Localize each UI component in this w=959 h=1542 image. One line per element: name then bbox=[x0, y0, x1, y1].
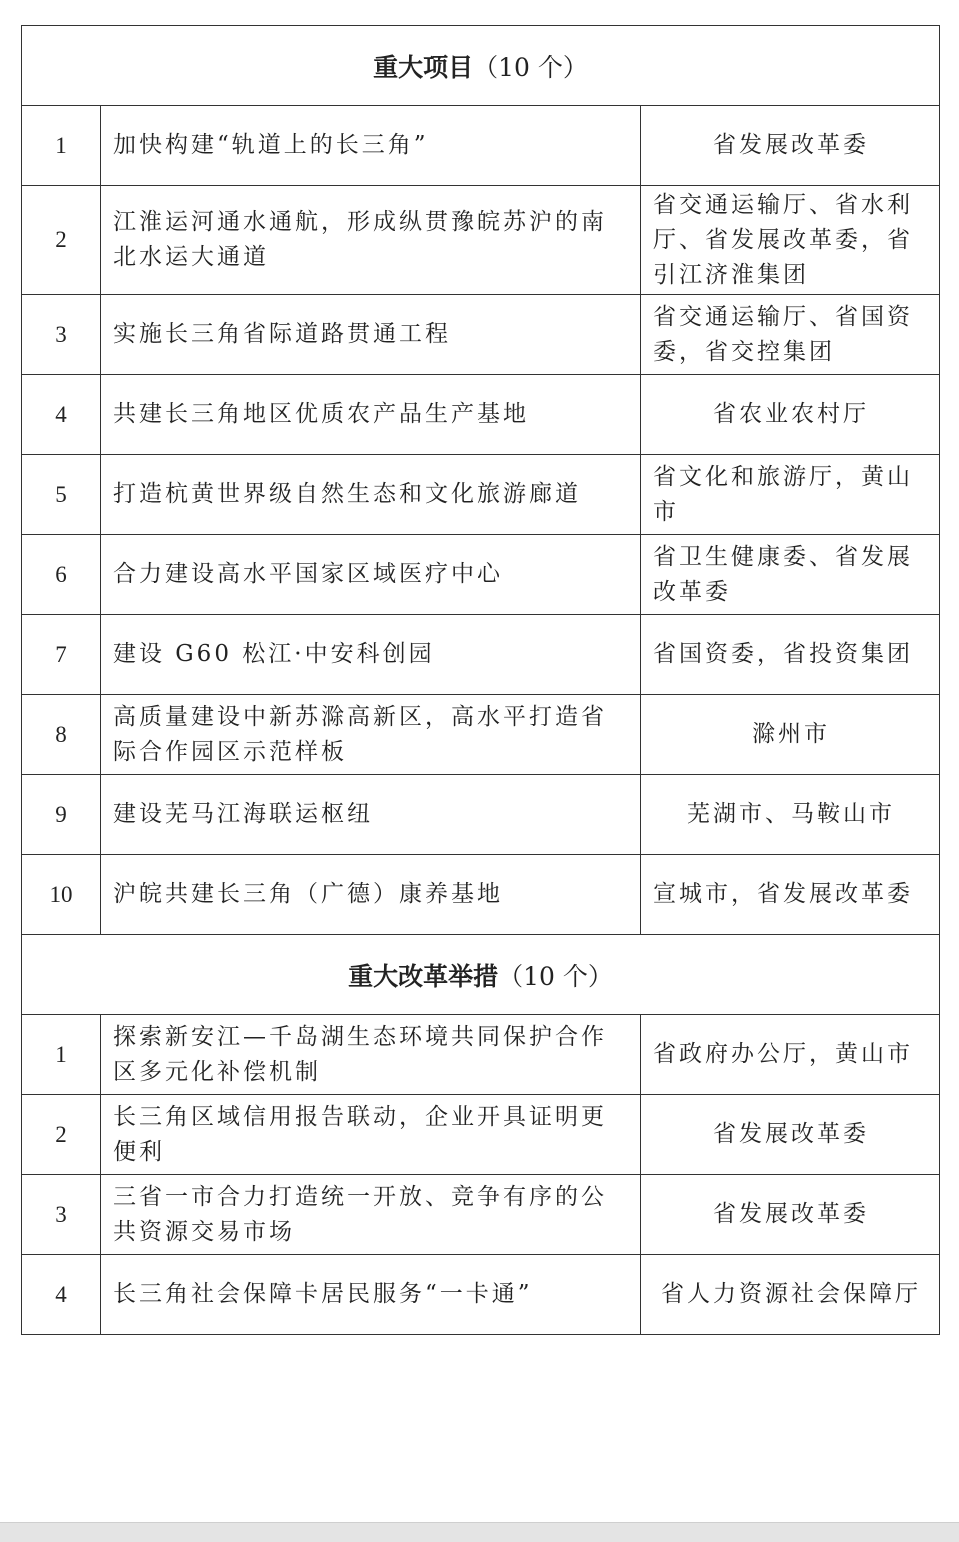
row-number: 6 bbox=[22, 535, 101, 615]
table-row bbox=[22, 695, 940, 775]
section-title-cell bbox=[22, 935, 940, 1015]
row-item-text: 打造杭黄世界级自然生态和文化旅游廊道 bbox=[101, 455, 641, 535]
table-row bbox=[22, 295, 940, 375]
table-row bbox=[22, 375, 940, 455]
row-number: 3 bbox=[22, 295, 101, 375]
table-row bbox=[22, 1255, 940, 1335]
row-number: 10 bbox=[22, 855, 101, 935]
row-number: 2 bbox=[22, 186, 101, 295]
row-item-text: 三省一市合力打造统一开放、竞争有序的公共资源交易市场 bbox=[101, 1175, 641, 1255]
row-responsible-dept: 省政府办公厅，黄山市 bbox=[641, 1015, 940, 1095]
row-item-text: 长三角社会保障卡居民服务“一卡通” bbox=[101, 1255, 641, 1335]
row-item-text: 长三角区域信用报告联动，企业开具证明更便利 bbox=[101, 1095, 641, 1175]
row-number: 9 bbox=[22, 775, 101, 855]
row-responsible-dept: 宣城市，省发展改革委 bbox=[641, 855, 940, 935]
section-title: 重大改革举措 bbox=[348, 961, 499, 991]
row-item-text: 沪皖共建长三角（广德）康养基地 bbox=[101, 855, 641, 935]
table-body bbox=[22, 26, 940, 1335]
row-item-text: 加快构建“轨道上的长三角” bbox=[101, 106, 641, 186]
table-row bbox=[22, 455, 940, 535]
horizontal-scrollbar[interactable] bbox=[0, 1522, 959, 1542]
row-responsible-dept: 省交通运输厅、省国资委，省交控集团 bbox=[641, 295, 940, 375]
section-title: 重大项目 bbox=[373, 52, 474, 82]
row-number: 1 bbox=[22, 106, 101, 186]
section-count: （10 个） bbox=[473, 52, 588, 82]
table-row bbox=[22, 186, 940, 295]
row-responsible-dept: 省发展改革委 bbox=[641, 1175, 940, 1255]
table-row bbox=[22, 1175, 940, 1255]
projects-table bbox=[21, 25, 940, 1335]
row-responsible-dept: 芜湖市、马鞍山市 bbox=[641, 775, 940, 855]
section-title-cell bbox=[22, 26, 940, 106]
row-item-text: 合力建设高水平国家区域医疗中心 bbox=[101, 535, 641, 615]
table-row bbox=[22, 1095, 940, 1175]
row-responsible-dept: 省卫生健康委、省发展改革委 bbox=[641, 535, 940, 615]
row-responsible-dept: 省人力资源社会保障厅 bbox=[641, 1255, 940, 1335]
table-row bbox=[22, 106, 940, 186]
row-item-text: 江淮运河通水通航，形成纵贯豫皖苏沪的南北水运大通道 bbox=[101, 186, 641, 295]
row-responsible-dept: 滁州市 bbox=[641, 695, 940, 775]
row-item-text: 高质量建设中新苏滁高新区，高水平打造省际合作园区示范样板 bbox=[101, 695, 641, 775]
row-number: 4 bbox=[22, 375, 101, 455]
section-count: （10 个） bbox=[498, 961, 613, 991]
row-responsible-dept: 省国资委，省投资集团 bbox=[641, 615, 940, 695]
row-item-text: 建设 G60 松江·中安科创园 bbox=[101, 615, 641, 695]
row-number: 2 bbox=[22, 1095, 101, 1175]
row-responsible-dept: 省交通运输厅、省水利厅、省发展改革委，省引江济淮集团 bbox=[641, 186, 940, 295]
row-number: 1 bbox=[22, 1015, 101, 1095]
row-responsible-dept: 省发展改革委 bbox=[641, 1095, 940, 1175]
row-item-text: 共建长三角地区优质农产品生产基地 bbox=[101, 375, 641, 455]
row-number: 7 bbox=[22, 615, 101, 695]
table-row bbox=[22, 855, 940, 935]
section-header-row bbox=[22, 26, 940, 106]
row-number: 3 bbox=[22, 1175, 101, 1255]
row-number: 4 bbox=[22, 1255, 101, 1335]
section-header-row bbox=[22, 935, 940, 1015]
row-responsible-dept: 省发展改革委 bbox=[641, 106, 940, 186]
row-responsible-dept: 省农业农村厅 bbox=[641, 375, 940, 455]
table-row bbox=[22, 535, 940, 615]
row-item-text: 实施长三角省际道路贯通工程 bbox=[101, 295, 641, 375]
row-responsible-dept: 省文化和旅游厅，黄山市 bbox=[641, 455, 940, 535]
table-row bbox=[22, 775, 940, 855]
row-item-text: 建设芜马江海联运枢纽 bbox=[101, 775, 641, 855]
row-number: 8 bbox=[22, 695, 101, 775]
row-number: 5 bbox=[22, 455, 101, 535]
table-row bbox=[22, 1015, 940, 1095]
row-item-text: 探索新安江—千岛湖生态环境共同保护合作区多元化补偿机制 bbox=[101, 1015, 641, 1095]
table-row bbox=[22, 615, 940, 695]
